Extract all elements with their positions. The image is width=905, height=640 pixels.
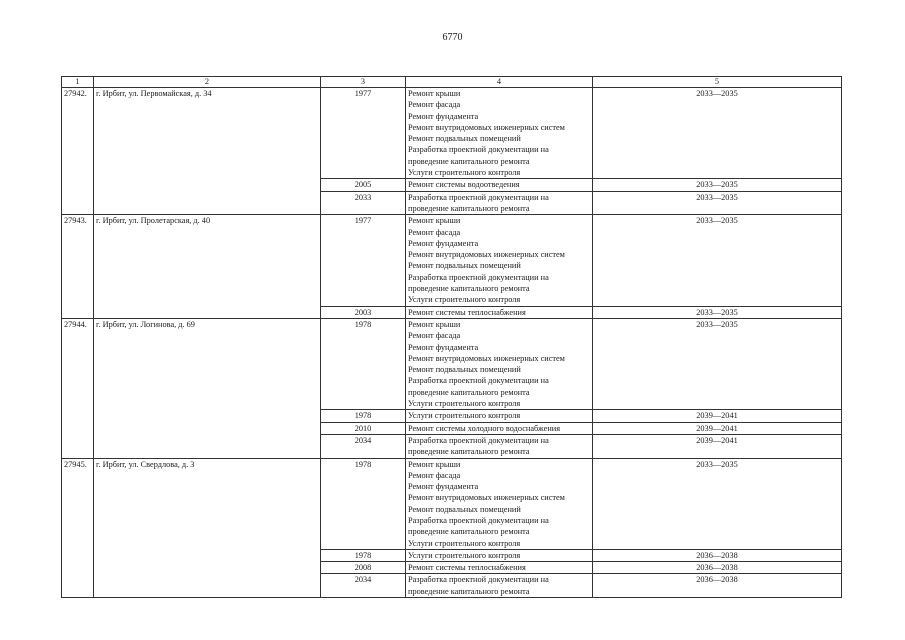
work-item: Ремонт системы теплоснабжения — [408, 563, 526, 573]
work-types — [406, 549, 593, 561]
work-item: Ремонт крыши — [408, 319, 461, 329]
work-item: Ремонт системы теплоснабжения — [408, 307, 526, 317]
work-item: проведение капитального ремонта — [408, 156, 530, 166]
work-item: проведение капитального ремонта — [408, 387, 530, 397]
header-col-4: 4 — [406, 77, 593, 88]
work-item: Услуги строительного контроля — [408, 550, 521, 560]
commissioning-year: 2008 — [321, 562, 406, 574]
work-item: Ремонт фасада — [408, 470, 461, 480]
planned-period: 2039—2041 — [593, 410, 842, 422]
work-item: Ремонт крыши — [408, 216, 461, 226]
planned-period: 2033—2035 — [593, 458, 842, 549]
work-item: Разработка проектной документации на — [408, 376, 549, 386]
planned-period: 2033—2035 — [593, 191, 842, 215]
work-item: Ремонт фасада — [408, 100, 461, 110]
planned-period: 2033—2035 — [593, 318, 842, 409]
planned-period: 2033—2035 — [593, 306, 842, 318]
planned-period: 2036—2038 — [593, 562, 842, 574]
header-col-5: 5 — [593, 77, 842, 88]
building-number: 27944. — [62, 318, 94, 458]
header-row — [62, 77, 842, 88]
building-address: г. Ирбит, ул. Свердлова, д. 3 — [94, 458, 321, 598]
work-item: Ремонт подвальных помещений — [408, 365, 521, 375]
work-item: Разработка проектной документации на — [408, 515, 549, 525]
building-address: г. Ирбит, ул. Логинова, д. 69 — [94, 318, 321, 458]
planned-period: 2039—2041 — [593, 422, 842, 434]
work-item: Ремонт подвальных помещений — [408, 261, 521, 271]
work-item: Ремонт подвальных помещений — [408, 504, 521, 514]
planned-period: 2039—2041 — [593, 434, 842, 458]
work-item: Ремонт фасада — [408, 227, 461, 237]
work-item: проведение капитального ремонта — [408, 447, 530, 457]
work-item: Ремонт внутридомовых инженерных систем — [408, 353, 565, 363]
commissioning-year: 2033 — [321, 191, 406, 215]
page-number: 6770 — [442, 32, 463, 43]
work-item: Ремонт внутридомовых инженерных систем — [408, 122, 565, 132]
work-item: Услуги строительного контроля — [408, 411, 521, 421]
work-item: Услуги строительного контроля — [408, 168, 521, 178]
work-item: Разработка проектной документации на — [408, 272, 549, 282]
work-item: Услуги строительного контроля — [408, 399, 521, 409]
work-types — [406, 88, 593, 179]
work-types — [406, 422, 593, 434]
work-types — [406, 179, 593, 191]
building-number: 27945. — [62, 458, 94, 598]
work-item: Ремонт подвальных помещений — [408, 134, 521, 144]
planned-period: 2033—2035 — [593, 88, 842, 179]
work-item: Ремонт фасада — [408, 331, 461, 341]
work-item: Ремонт крыши — [408, 459, 461, 469]
work-item: Ремонт системы холодного водоснабжения — [408, 423, 561, 433]
work-item: Разработка проектной документации на — [408, 435, 549, 445]
commissioning-year: 2003 — [321, 306, 406, 318]
work-item: Ремонт крыши — [408, 89, 461, 98]
capital-repair-table — [61, 76, 842, 598]
work-types — [406, 410, 593, 422]
work-item: Ремонт фундамента — [408, 342, 479, 352]
work-types — [406, 458, 593, 549]
table-row — [62, 458, 842, 549]
table-row — [62, 318, 842, 409]
work-item: проведение капитального ремонта — [408, 203, 530, 213]
table-row — [62, 88, 842, 179]
commissioning-year: 1977 — [321, 215, 406, 306]
commissioning-year: 2034 — [321, 434, 406, 458]
work-item: Ремонт внутридомовых инженерных систем — [408, 250, 565, 260]
planned-period: 2036—2038 — [593, 574, 842, 598]
commissioning-year: 1978 — [321, 318, 406, 409]
work-item: Ремонт фундамента — [408, 111, 479, 121]
work-item: Ремонт фундамента — [408, 482, 479, 492]
table-body — [62, 77, 842, 598]
building-address: г. Ирбит, ул. Первомайская, д. 34 — [94, 88, 321, 215]
commissioning-year: 1978 — [321, 458, 406, 549]
planned-period: 2033—2035 — [593, 179, 842, 191]
work-types — [406, 574, 593, 598]
header-col-3: 3 — [321, 77, 406, 88]
planned-period: 2033—2035 — [593, 215, 842, 306]
work-types — [406, 306, 593, 318]
building-number: 27942. — [62, 88, 94, 215]
work-item: Ремонт системы водоотведения — [408, 180, 520, 190]
commissioning-year: 1977 — [321, 88, 406, 179]
table-row — [62, 215, 842, 306]
work-item: Ремонт фундамента — [408, 238, 479, 248]
work-item: Разработка проектной документации на — [408, 575, 549, 585]
work-types — [406, 318, 593, 409]
header-col-2: 2 — [94, 77, 321, 88]
commissioning-year: 1978 — [321, 549, 406, 561]
work-item: Ремонт внутридомовых инженерных систем — [408, 493, 565, 503]
work-item: проведение капитального ремонта — [408, 284, 530, 294]
work-item: проведение капитального ремонта — [408, 586, 530, 596]
commissioning-year: 1978 — [321, 410, 406, 422]
work-item: проведение капитального ремонта — [408, 527, 530, 537]
work-item: Услуги строительного контроля — [408, 538, 521, 548]
building-number: 27943. — [62, 215, 94, 319]
work-types — [406, 562, 593, 574]
work-item: Разработка проектной документации на — [408, 192, 549, 202]
commissioning-year: 2005 — [321, 179, 406, 191]
work-types — [406, 215, 593, 306]
building-address: г. Ирбит, ул. Пролетарская, д. 40 — [94, 215, 321, 319]
planned-period: 2036—2038 — [593, 549, 842, 561]
header-col-1: 1 — [62, 77, 94, 88]
commissioning-year: 2034 — [321, 574, 406, 598]
work-types — [406, 191, 593, 215]
commissioning-year: 2010 — [321, 422, 406, 434]
work-item: Услуги строительного контроля — [408, 295, 521, 305]
work-types — [406, 434, 593, 458]
work-item: Разработка проектной документации на — [408, 145, 549, 155]
